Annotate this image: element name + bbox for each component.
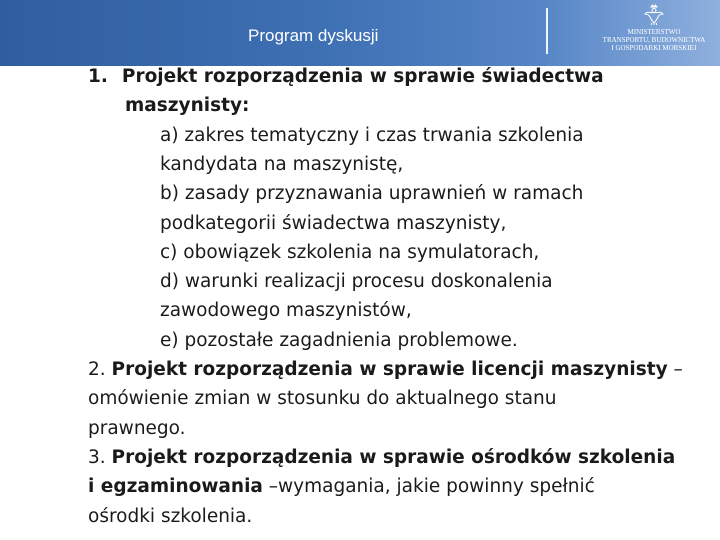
item-1-number: 1.	[88, 66, 108, 87]
item-1-line-1	[88, 62, 604, 91]
ministry-line-1: MINISTERSTWO	[627, 28, 681, 36]
subpoint-a-line-2: kandydata na maszynistę,	[160, 153, 404, 175]
header-bar	[0, 0, 720, 66]
eagle-emblem-icon	[643, 4, 665, 26]
subpoint-b-line-1: b) zasady przyznawania uprawnień w ramach	[160, 183, 584, 205]
item-2-line-2: omówienie zmian w stosunku do aktualnego stanu	[88, 388, 557, 410]
subpoint-e-line-1: e) pozostałe zagadnienia problemowe.	[160, 329, 518, 351]
header-divider	[546, 8, 548, 54]
subpoint-b-line-2: podkategorii świadectwa maszynisty,	[160, 212, 507, 234]
item-2-line-1	[88, 355, 683, 384]
slide-title: Program dyskusji	[248, 26, 379, 45]
item-3-rest: –wymagania, jakie powinny spełnić	[262, 476, 595, 498]
item-2-line-3: prawnego.	[88, 417, 186, 439]
subpoint-a-line-1: a) zakres tematyczny i czas trwania szkolenia	[160, 124, 584, 146]
item-1-line-2	[125, 91, 249, 120]
item-1-title-line-1: Projekt rozporządzenia w sprawie świadectwa	[121, 66, 604, 87]
ministry-logo	[588, 4, 720, 52]
subpoint-d-line-2: zawodowego maszynistów,	[160, 300, 412, 322]
ministry-line-2: TRANSPORTU, BUDOWNICTWA	[602, 36, 706, 44]
ministry-line-3: I GOSPODARKI MORSKIEJ	[611, 44, 697, 52]
item-1-title-line-2: maszynisty:	[125, 95, 250, 117]
item-3-line-1	[88, 443, 675, 472]
subpoint-c-line-1: c) obowiązek szkolenia na symulatorach,	[160, 241, 540, 263]
item-2-number: 2.	[88, 359, 106, 380]
item-3-line-3: ośrodki szkolenia.	[88, 505, 253, 527]
item-3-line-2	[88, 472, 595, 501]
item-2-bold: Projekt rozporządzenia w sprawie licencji maszynisty	[111, 359, 668, 380]
item-3-bold-1: Projekt rozporządzenia w sprawie ośrodków szkolenia	[111, 446, 676, 468]
subpoint-d-line-1: d) warunki realizacji procesu doskonalenia	[160, 271, 553, 293]
item-3-bold-2: i egzaminowania	[88, 476, 263, 498]
item-3-number: 3.	[88, 446, 106, 468]
item-2-rest: –	[667, 359, 683, 380]
